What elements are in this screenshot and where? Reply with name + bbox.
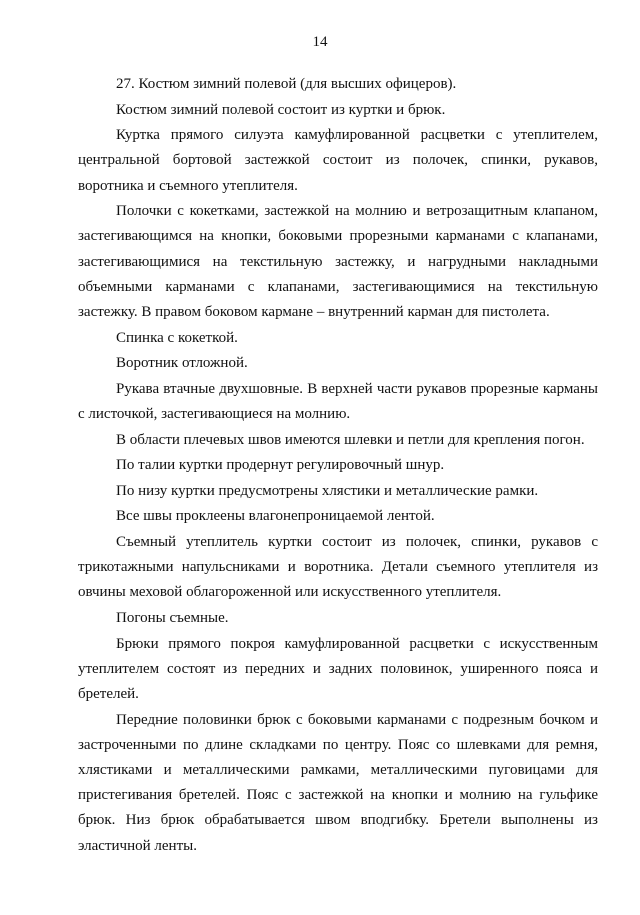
paragraph: Все швы проклеены влагонепроницаемой лентой.	[116, 508, 435, 525]
paragraph: Костюм зимний полевой состоит из куртки и брюк.	[116, 101, 446, 118]
paragraph: Полочки с кокетками, застежкой на молнию и ветрозащитным клапаном, застегивающимся на кнопки, боковыми прорезными карманами с клапанами, застегивающимися на текстильную застежку, и нагрудными накладными объемными карманами с клапанами, застегивающимися на текстильную застежку. В правом боковом кармане – внутренний карман для пистолета.	[78, 203, 598, 320]
paragraph: Воротник отложной.	[116, 355, 248, 372]
paragraph: Погоны съемные.	[116, 609, 229, 626]
page-number: 14	[312, 34, 328, 50]
paragraph: По низу куртки предусмотрены хлястики и металлические рамки.	[116, 482, 539, 499]
paragraph: Съемный утеплитель куртки состоит из полочек, спинки, рукавов с трикотажными напульсниками и воротника. Детали съемного утеплителя из овчины меховой облагороженной или искусственного утеплителя.	[78, 533, 598, 601]
paragraph: Рукава втачные двухшовные. В верхней части рукавов прорезные карманы с листочкой, застегивающиеся на молнию.	[78, 380, 598, 422]
paragraph: По талии куртки продернут регулировочный шнур.	[116, 457, 445, 474]
paragraph: Передние половинки брюк с боковыми карманами с подрезным бочком и застроченными по длине складками по центру. Пояс со шлевками для ремня, хлястиками и металлическими рамками, металлическими пуговицами для пристегивания бретелей. Пояс с застежкой на кнопки и молнию на гульфике брюк. Низ брюк обрабатывается швом вподгибку. Бретели выполнены из эластичной ленты.	[78, 711, 598, 854]
document-body	[78, 72, 598, 859]
paragraph-heading: 27. Костюм зимний полевой (для высших офицеров).	[116, 76, 457, 92]
paragraph: Куртка прямого силуэта камуфлированной расцветки с утеплителем, центральной бортовой застежкой состоит из полочек, спинки, рукавов, воротника и съемного утеплителя.	[78, 127, 598, 194]
paragraph: В области плечевых швов имеются шлевки и петли для крепления погон.	[116, 431, 585, 448]
paragraph: Спинка с кокеткой.	[116, 329, 238, 346]
paragraph: Брюки прямого покроя камуфлированной расцветки с искусственным утеплителем состоят из передних и задних половинок, уширенного пояса и бретелей.	[78, 635, 598, 702]
